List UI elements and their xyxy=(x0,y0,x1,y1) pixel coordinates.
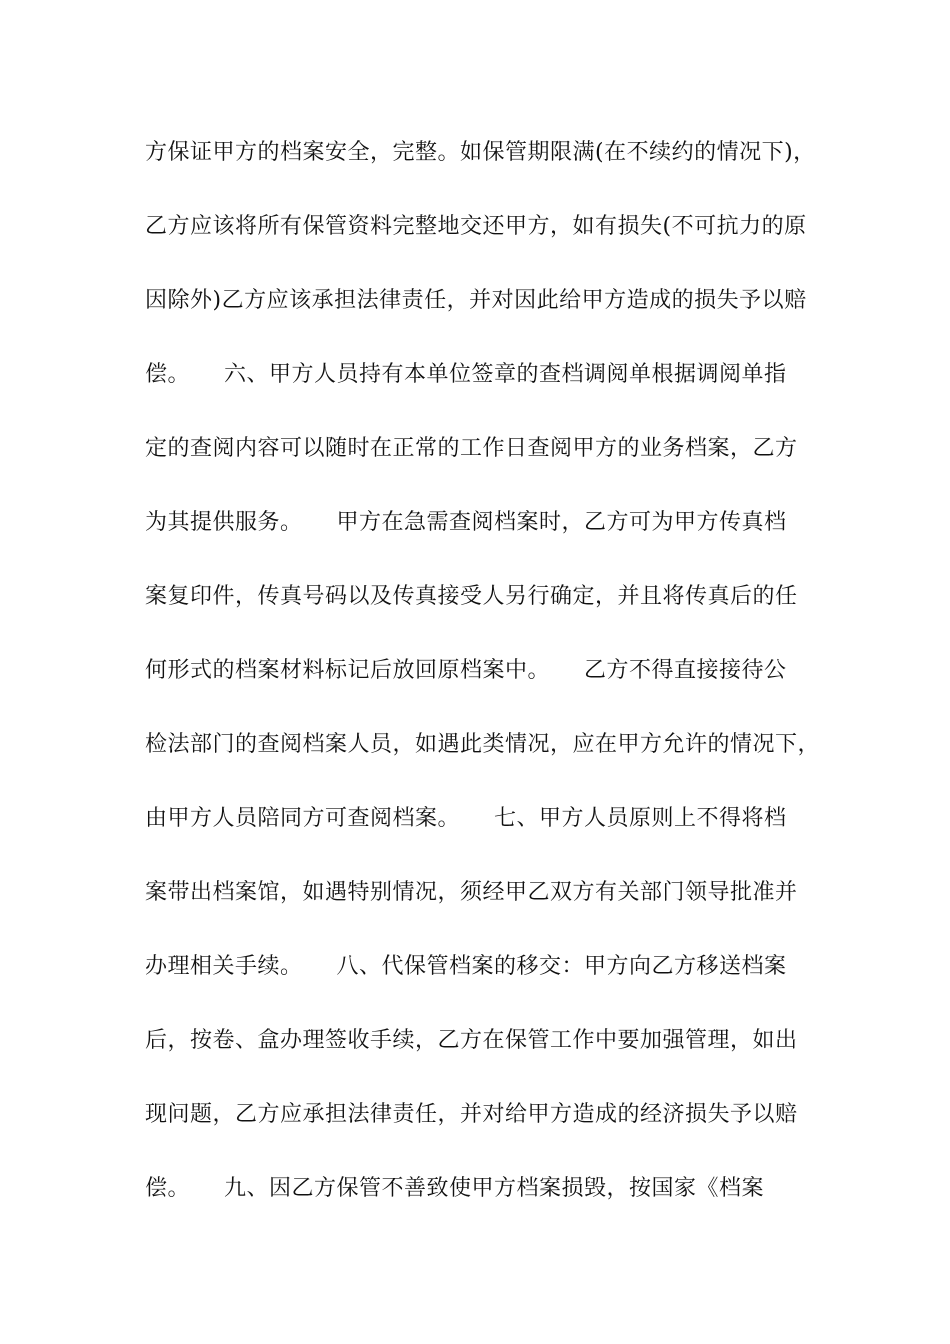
text-line-1: 方保证甲方的档案安全，完整。如保管期限满(在不续约的情况下)， xyxy=(145,140,816,165)
text-line-14: 现问题，乙方应承担法律责任，并对给甲方造成的经济损失予以赔 xyxy=(145,1102,798,1127)
text-line-11: 案带出档案馆，如遇特别情况，须经甲乙双方有关部门领导批准并 xyxy=(145,880,798,905)
text-line-15: 偿。 九、因乙方保管不善致使甲方档案损毁，按国家《档案 xyxy=(145,1176,765,1201)
text-line-3: 因除外)乙方应该承担法律责任，并对因此给甲方造成的损失予以赔 xyxy=(145,288,807,313)
text-line-2: 乙方应该将所有保管资料完整地交还甲方，如有损失(不可抗力的原 xyxy=(145,214,807,239)
text-line-12: 办理相关手续。 八、代保管档案的移交：甲方向乙方移送档案 xyxy=(145,954,787,979)
text-line-5: 定的查阅内容可以随时在正常的工作日查阅甲方的业务档案，乙方 xyxy=(145,436,798,461)
text-line-9: 检法部门的查阅档案人员，如遇此类情况，应在甲方允许的情况下， xyxy=(145,732,821,757)
text-line-4: 偿。 六、甲方人员持有本单位签章的查档调阅单根据调阅单指 xyxy=(145,362,787,387)
text-line-7: 案复印件，传真号码以及传真接受人另行确定，并且将传真后的任 xyxy=(145,584,798,609)
text-line-10: 由甲方人员陪同方可查阅档案。 七、甲方人员原则上不得将档 xyxy=(145,806,787,831)
text-line-8: 何形式的档案材料标记后放回原档案中。 乙方不得直接接待公 xyxy=(145,658,787,683)
text-line-6: 为其提供服务。 甲方在急需查阅档案时，乙方可为甲方传真档 xyxy=(145,510,787,535)
text-line-13: 后，按卷、盒办理签收手续，乙方在保管工作中要加强管理，如出 xyxy=(145,1028,798,1053)
document-body xyxy=(145,128,825,1238)
